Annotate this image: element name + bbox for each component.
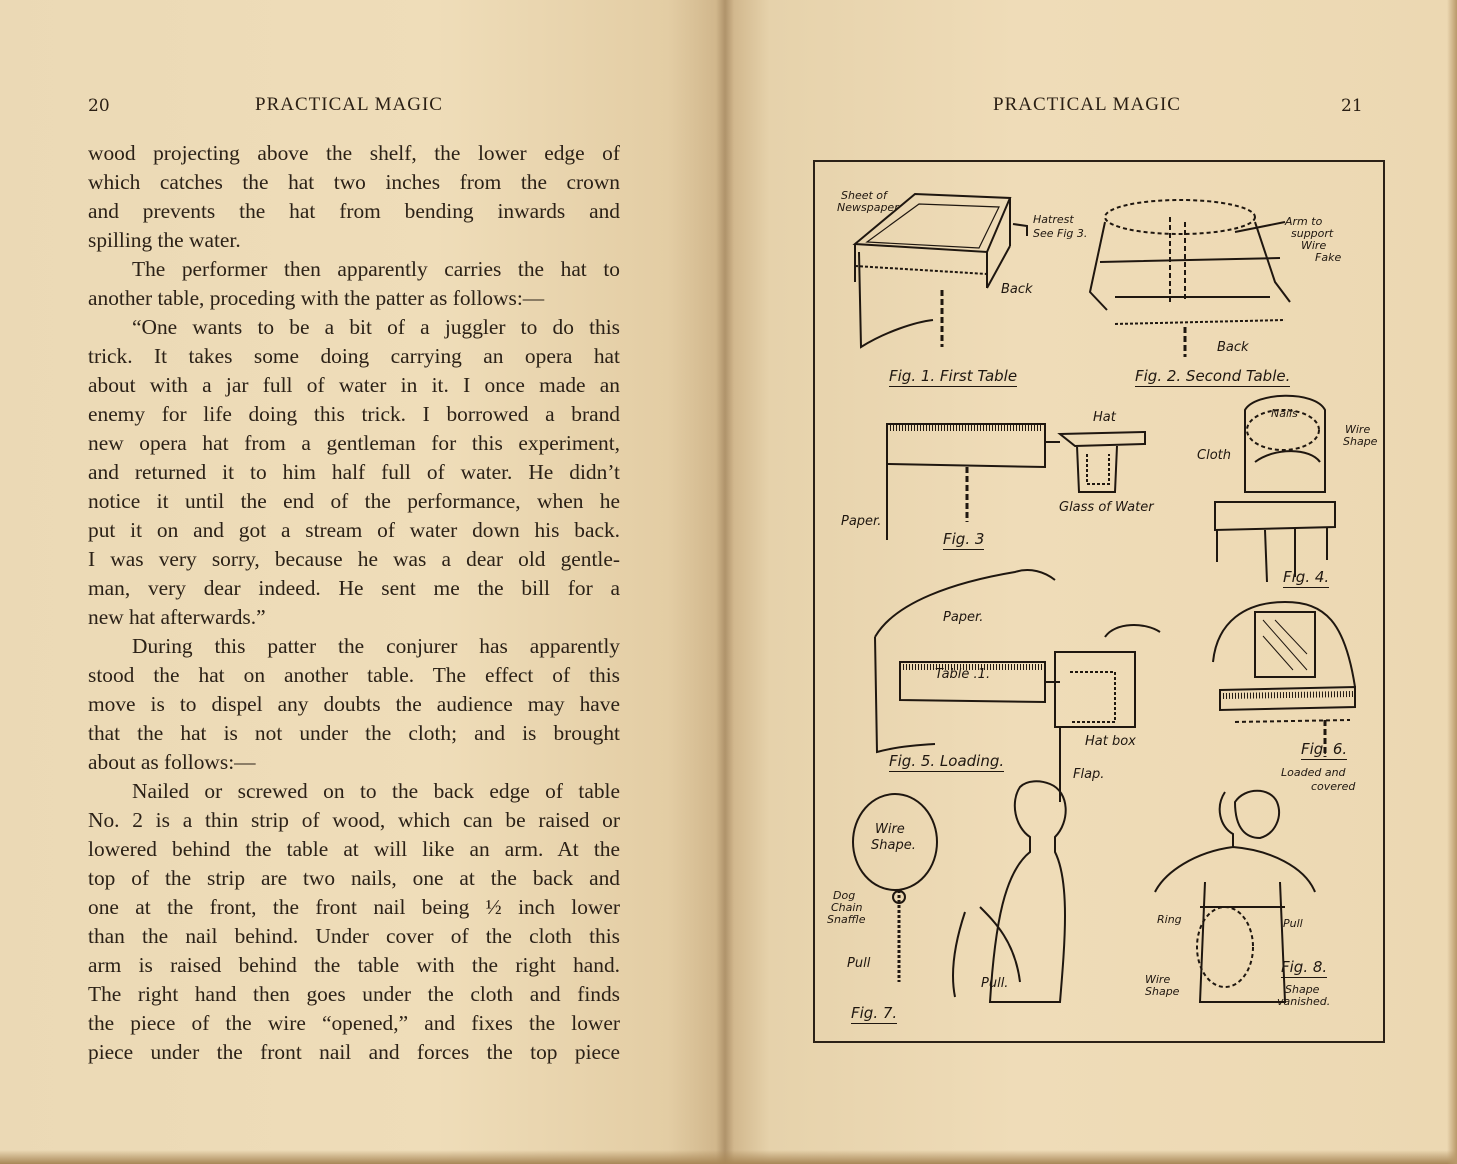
fig2-arm-label-4: Fake xyxy=(1315,251,1342,264)
fig8-wire-label-2: Shape xyxy=(1145,985,1180,998)
fig6-loaded-label-2: covered xyxy=(1311,780,1356,793)
fig1-back-label: Back xyxy=(1001,282,1033,297)
illustration-plate xyxy=(813,160,1385,1043)
book-gutter xyxy=(716,0,734,1164)
paragraph-5: Nailed or screwed on to the back edge of table No. 2 is a thin strip of wood, which can be raised or lowered behind the table at will like an arm. At the top of the strip are two nails, one at the back and one at the front, the front nail being ½ inch lower than the nail behind. Under cover of the cloth this arm is raised behind the table with the right hand. The right hand then goes under the cloth and finds the piece of the wire “opened,” and fixes the lower piece under the front nail and forces the top piece xyxy=(88,779,620,1064)
fig1-newspaper-label: Newspaper xyxy=(837,201,899,214)
page-right-edge xyxy=(1447,0,1457,1164)
fig7-wire-label-2: Shape. xyxy=(871,838,916,853)
fig8-shape-label-1: Shape xyxy=(1285,983,1320,996)
left-page xyxy=(0,0,726,1164)
fig7-caption: Fig. 7. xyxy=(851,1004,898,1022)
fig8-wire-label-1: Wire xyxy=(1145,973,1171,986)
paragraph-4: During this patter the conjurer has apparently stood the hat on another table. The effect of this move is to dispel any doubts the audience may have that the hat is not under the cloth; and is brought xyxy=(88,634,620,745)
page-number-left: 20 xyxy=(88,96,110,116)
fig8-caption: Fig. 8. xyxy=(1281,958,1328,976)
right-page xyxy=(726,0,1457,1164)
fig5-table-label: Table .1. xyxy=(935,667,991,682)
fig3-hat-label: Hat xyxy=(1093,410,1116,425)
fig8-pull-label: Pull xyxy=(1283,917,1303,930)
fig5-flap-label: Flap. xyxy=(1073,767,1105,782)
body-text: wood projecting above the shelf, the lower edge of which catches the hat two inches from the crown and prevents the hat from bending inwards and spilling the water. The performer then apparently carries the hat to another table, proceding with the patter as follows:— “One wants to be a bit of a juggler to do this trick. It takes some doing carrying an opera hat about with a jar full of water in it. I once made an enemy for life doing this trick. I borrowed a brand new opera hat from a gentleman for this experiment, and returned it to him half full of water. He didn’t notice it until the end of the performance, when he put it on and got a stream of water down his back. I was very sorry, because he was a dear old gentle- man, very dear indeed. He sent me the bill for a new hat afterwards.” During this patter the conjurer has apparently stood the hat on another table. The effect of this move is to dispel any doubts the audience may have that the hat is not under the cloth; and is brought about as follows:— Nailed or screwed on to the back edge of table No. 2 is a thin strip of wood, which can be raised or lowered behind the table at will like an arm. At the top of the strip are two nails, one at the back and one at the front, the front nail being ½ inch lower than the nail behind. Under cover of the cloth this arm is raised behind the table with the right hand. The right hand then goes under the cloth and finds the piece of the wire “opened,” and fixes the lower piece under the front nail and forces the top piece xyxy=(88,139,620,1067)
fig4-cloth-label: Cloth xyxy=(1197,448,1231,463)
fig7-drawing xyxy=(853,781,1066,1002)
running-head-right: PRACTICAL MAGIC xyxy=(993,94,1181,115)
fig7-pull-right-label: Pull. xyxy=(981,976,1009,991)
fig2-back-label: Back xyxy=(1217,340,1249,355)
fig2-caption: Fig. 2. Second Table. xyxy=(1135,367,1291,385)
fig7-dog-label-1: Dog xyxy=(833,889,856,902)
page-bottom-edge xyxy=(0,1150,1457,1164)
fig4-caption: Fig. 4. xyxy=(1283,568,1330,586)
fig8-shape-label-2: vanished. xyxy=(1277,995,1331,1008)
paragraph-3: “One wants to be a bit of a juggler to do this trick. It takes some doing carrying an opera hat about with a jar full of water in it. I once made an enemy for life doing this trick. I borrowed a brand new opera hat from a gentleman for this experiment, and returned it to him half full of water. He didn’t notice it until the end of the performance, when he put it on and got a stream of water down his back. I was very sorry, because he was a dear old gentle- man, very dear indeed. He sent me the bill for a xyxy=(88,315,620,600)
fig5-hatbox-label: Hat box xyxy=(1085,734,1136,749)
fig1-seefig-label: See Fig 3. xyxy=(1033,227,1088,240)
fig2-arm-label-2: support xyxy=(1291,227,1334,240)
fig3-caption: Fig. 3 xyxy=(943,530,985,548)
fig6-caption: Fig. 6. xyxy=(1301,740,1348,758)
fig7-pull-left-label: Pull xyxy=(847,956,871,971)
fig8-ring-label: Ring xyxy=(1157,913,1182,926)
paragraph-2: The performer then apparently carries the hat to xyxy=(132,257,620,281)
fig2-arm-label-1: Arm to xyxy=(1285,215,1323,228)
running-head-left: PRACTICAL MAGIC xyxy=(255,94,443,115)
fig4-wire-label-1: Wire xyxy=(1345,423,1371,436)
fig1-drawing xyxy=(855,194,1027,347)
fig3-paper-label: Paper. xyxy=(841,514,882,529)
fig5-caption: Fig. 5. Loading. xyxy=(889,752,1005,770)
fig6-loaded-label-1: Loaded and xyxy=(1281,766,1346,779)
fig3-drawing xyxy=(887,424,1145,540)
fig7-dog-label-3: Snaffle xyxy=(827,913,866,926)
plate-drawings xyxy=(815,162,1383,1041)
fig5-paper-label: Paper. xyxy=(943,610,984,625)
fig1-sheet-label: Sheet of xyxy=(841,189,887,202)
fig4-wire-label-2: Shape xyxy=(1343,435,1378,448)
fig1-hatrest-label: Hatrest xyxy=(1033,213,1074,226)
page-number-right: 21 xyxy=(1341,96,1363,116)
fig3-glass-label: Glass of Water xyxy=(1059,500,1154,515)
fig7-dog-label-2: Chain xyxy=(831,901,863,914)
fig2-arm-label-3: Wire xyxy=(1301,239,1327,252)
fig6-drawing xyxy=(1213,602,1355,757)
paragraph-1: wood projecting above the shelf, the lower edge of which catches the hat two inches from the crown and prevents the hat from bending inwards and xyxy=(88,141,620,223)
fig2-drawing xyxy=(1090,200,1290,357)
fig4-drawing xyxy=(1215,396,1335,582)
fig7-wire-label-1: Wire xyxy=(875,822,905,837)
fig1-caption: Fig. 1. First Table xyxy=(889,367,1018,385)
fig4-nails-label: Nails xyxy=(1271,407,1298,420)
